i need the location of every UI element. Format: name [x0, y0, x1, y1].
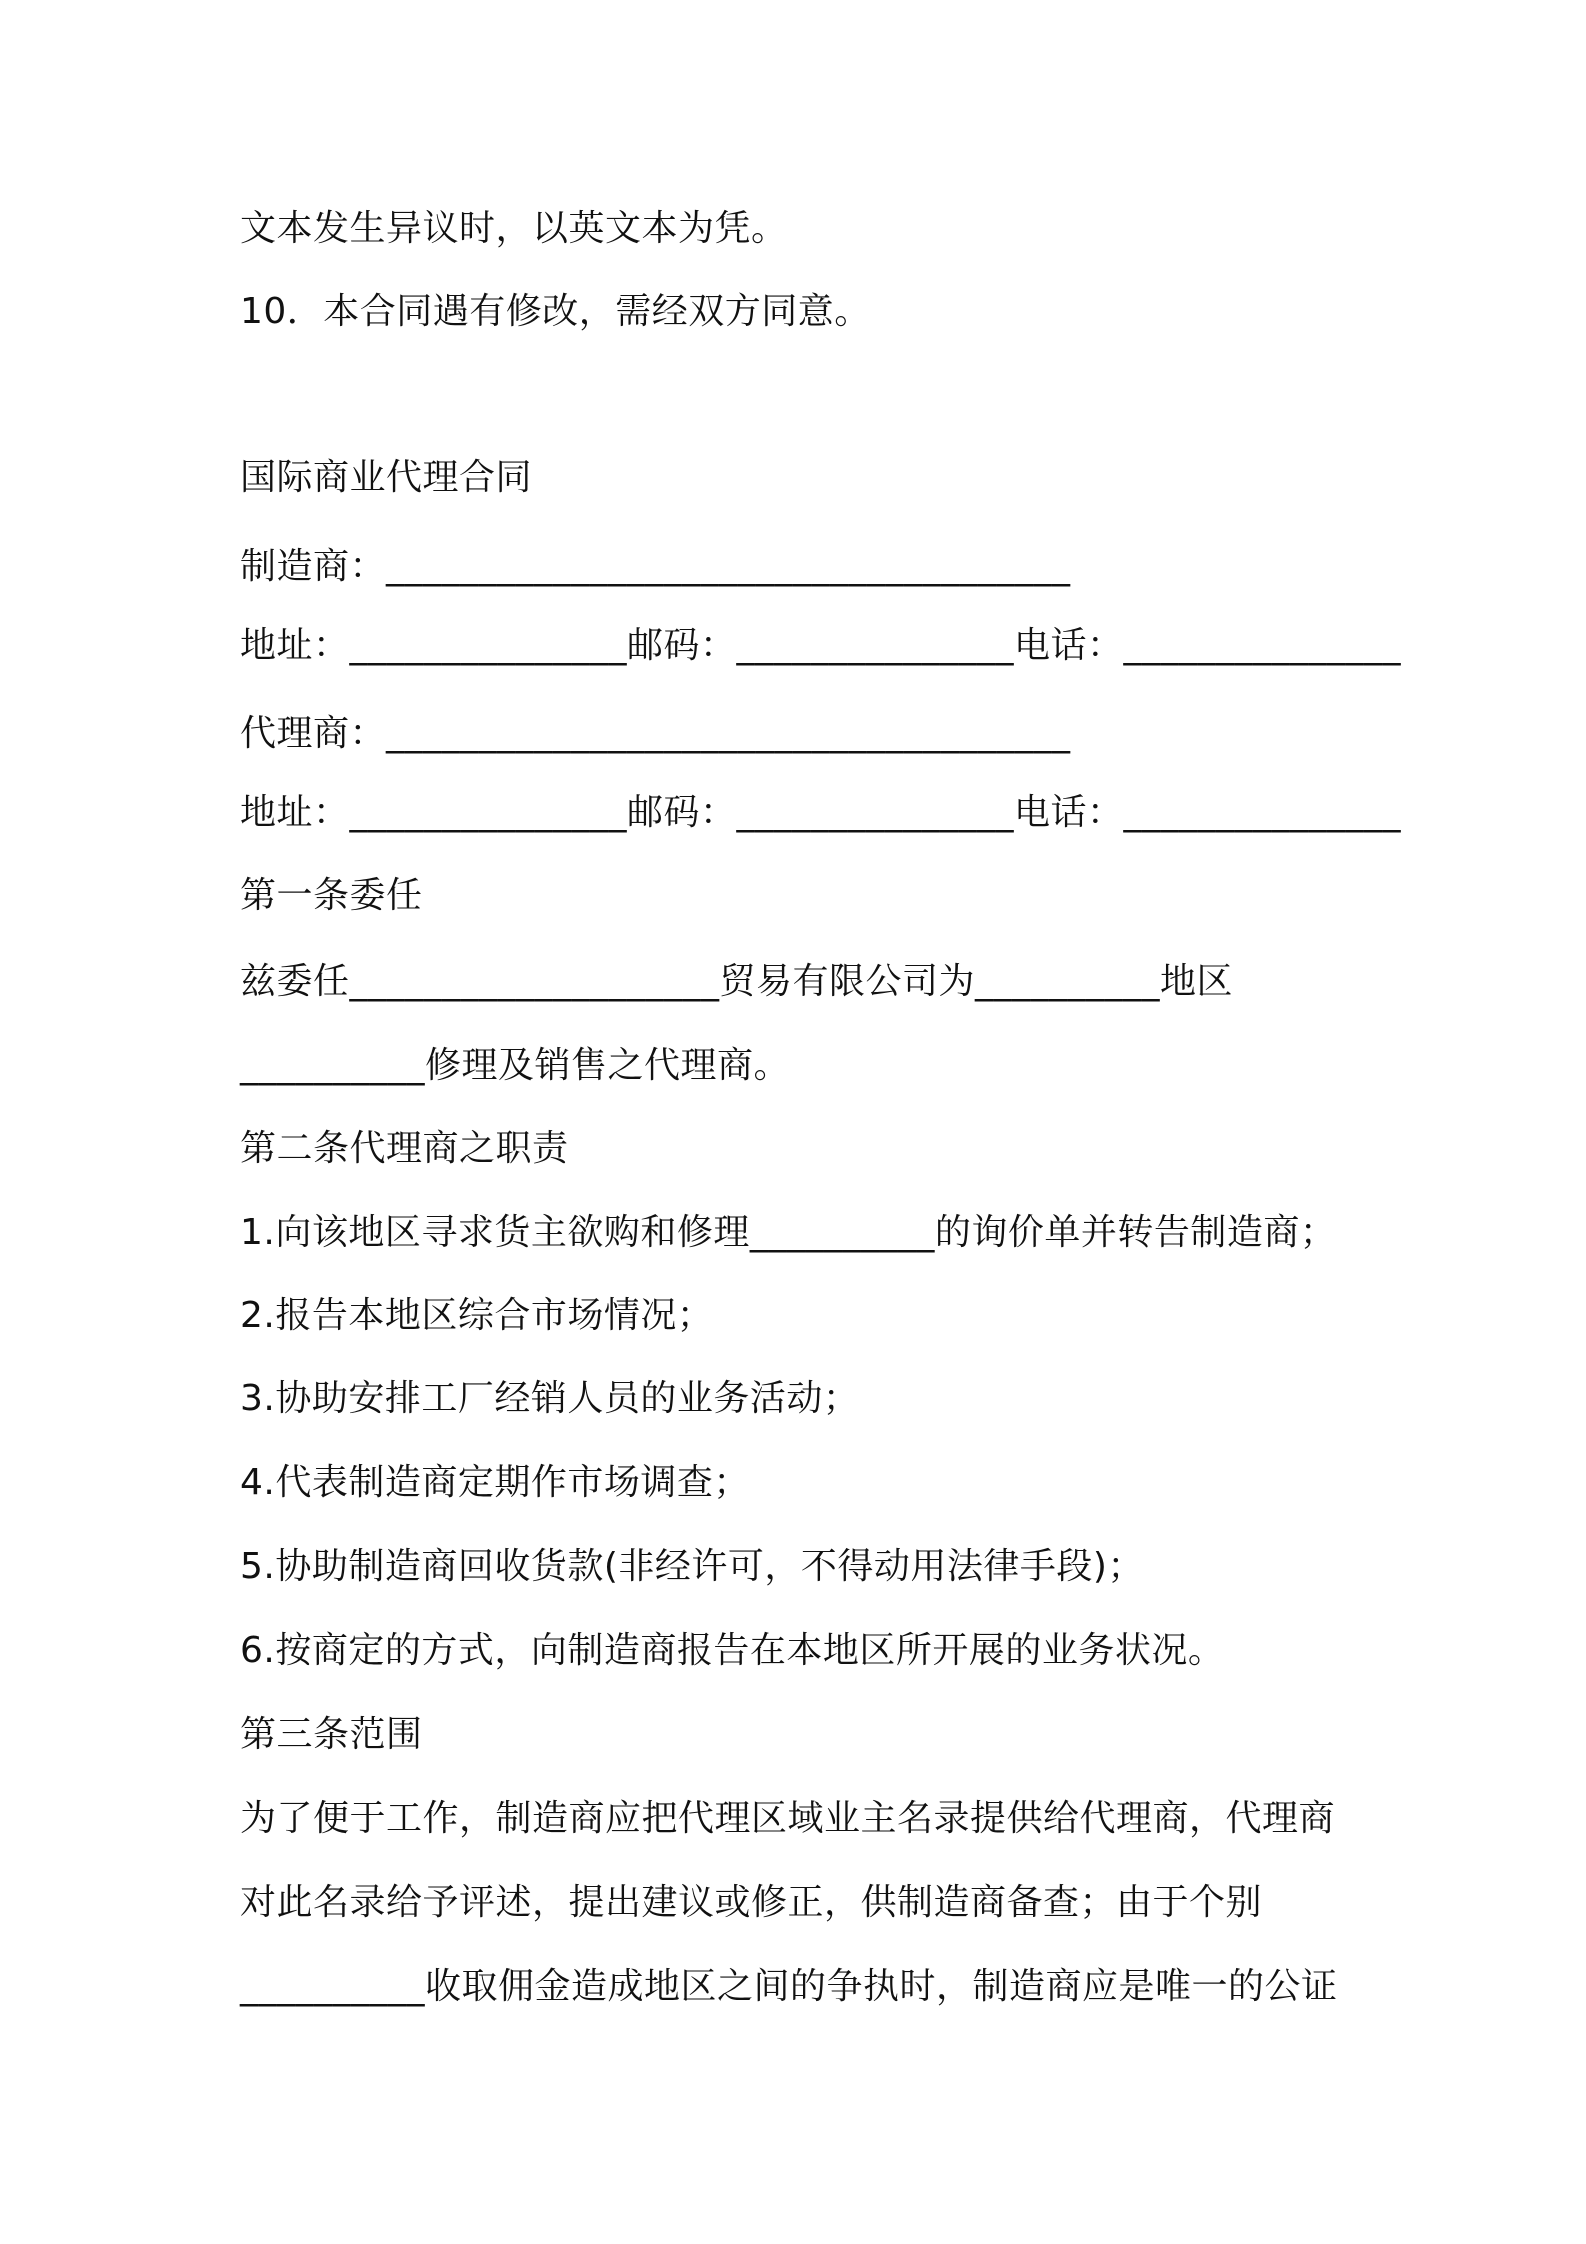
text-line: 为了便于工作，制造商应把代理区域业主名录提供给代理商，代理商 [240, 1798, 1336, 1839]
text-line: 兹委任____________________贸易有限公司为__________地区 [240, 961, 1234, 1002]
list-item: 3.协助安排工厂经销人员的业务活动； [240, 1378, 860, 1419]
text-line: __________收取佣金造成地区之间的争执时，制造商应是唯一的公证 [240, 1966, 1338, 2007]
list-item: 4.代表制造商定期作市场调查； [240, 1462, 750, 1503]
agent-address-line: 地址：_______________邮码：_______________电话：_______________ [240, 792, 1402, 833]
text-line: 文本发生异议时，以英文本为凭。 [240, 208, 788, 249]
text-line: 对此名录给予评述，提出建议或修正，供制造商备查；由于个别 [240, 1882, 1263, 1923]
text-line: __________修理及销售之代理商。 [240, 1045, 791, 1086]
list-item: 2.报告本地区综合市场情况； [240, 1295, 714, 1336]
article-heading: 第三条范围 [240, 1714, 423, 1755]
list-item: 1.向该地区寻求货主欲购和修理__________的询价单并转告制造商； [240, 1212, 1337, 1253]
list-item: 5.协助制造商回收货款(非经许可，不得动用法律手段)； [240, 1546, 1144, 1587]
manufacturer-field: 制造商：_____________________________________ [240, 546, 1071, 587]
manufacturer-address-line: 地址：_______________邮码：_______________电话：_______________ [240, 625, 1402, 666]
contract-title: 国际商业代理合同 [240, 457, 533, 498]
agent-field: 代理商：_____________________________________ [240, 713, 1071, 754]
article-heading: 第一条委任 [240, 875, 423, 916]
text-line: 10．本合同遇有修改，需经双方同意。 [240, 291, 871, 332]
article-heading: 第二条代理商之职责 [240, 1128, 569, 1169]
list-item: 6.按商定的方式，向制造商报告在本地区所开展的业务状况。 [240, 1630, 1225, 1671]
